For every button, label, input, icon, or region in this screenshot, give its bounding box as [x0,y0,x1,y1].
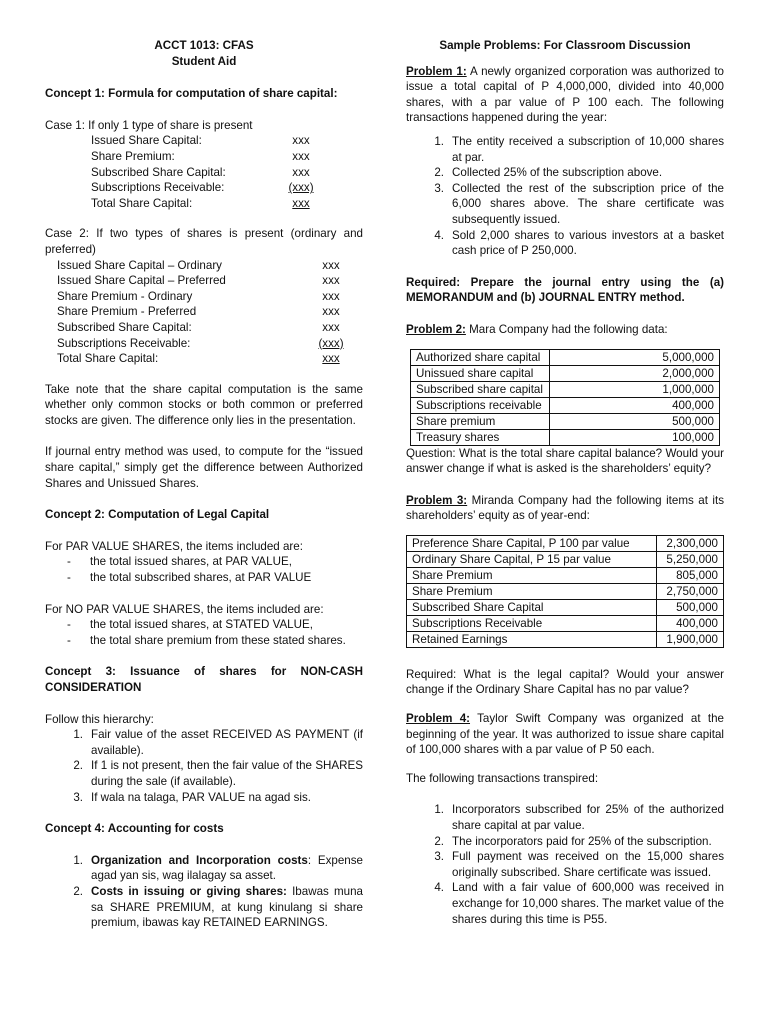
case-1-intro: Case 1: If only 1 type of share is present [45,118,253,132]
list-item: - the total issued shares, at PAR VALUE, [67,555,292,569]
case-2-row: Issued Share Capital – Preferred xxx [57,274,340,288]
no-par-value-intro: For NO PAR VALUE SHARES, the items included are: [45,602,324,616]
list-item: 3. Full payment was received on the 15,000 shares originally subscribed. Share certificate was issued. [434,850,724,879]
table-row: Subscribed Share Capital 500,000 [407,599,724,615]
case-1-list [91,133,321,211]
concept-3-heading: Concept 3: Issuance of shares for NON-CASH CONSIDERATION [45,665,363,694]
problem-3-table [406,535,724,648]
problem-2-table [410,349,720,446]
problem-2-text: Problem 2: Mara Company had the following data: [406,322,668,336]
table-row: Unissued share capital 2,000,000 [411,365,720,381]
list-item: 1. The entity received a subscription of 10,000 shares at par. [434,134,724,164]
note-journal-entry: If journal entry method was used, to compute for the “issued share capital,” simply get the difference between Authorized Shares and Unissued Shares. [45,445,363,490]
hierarchy-list [45,727,363,805]
case-2-row: Subscriptions Receivable: (xxx) [57,336,344,350]
case-1-row: Total Share Capital: xxx [91,196,310,210]
problem-4-list [406,802,724,927]
list-item: 3. If wala na talaga, PAR VALUE na agad sis. [73,790,311,804]
list-item: - the total subscribed shares, at PAR VALUE [67,571,312,585]
list-item: 1. Fair value of the asset RECEIVED AS PAYMENT (if available). [73,728,363,757]
course-subtitle: Student Aid [171,54,237,68]
case-2-row: Issued Share Capital – Ordinary xxx [57,258,340,272]
case-1-row: Share Premium: xxx [91,149,310,163]
table-row: Share premium 500,000 [411,413,720,429]
list-item: 1. Organization and Incorporation costs: Expense agad yan sis, wag ilalagay sa asset. [73,853,363,883]
right-column [406,38,724,927]
list-item: 2. If 1 is not present, then the fair value of the SHARES during the sale (if available). [73,759,363,788]
no-par-value-list [45,617,363,648]
note-presentation: Take note that the share capital computation is the same whether only common stocks or both common or preferred stocks are given. The difference only lies in the presentation. [45,382,363,427]
table-row: Subscriptions Receivable 400,000 [407,615,724,631]
table-row: Authorized share capital 5,000,000 [411,349,720,365]
table-row: Preference Share Capital, P 100 par value 2,300,000 [407,535,724,551]
list-item: - the total issued shares, at STATED VALUE, [67,618,313,632]
list-item: 4. Sold 2,000 shares to various investors at a basket cash price of P 250,000. [434,228,724,258]
table-row: Share Premium 805,000 [407,567,724,583]
table-row: Subscriptions receivable 400,000 [411,397,720,413]
case-1-row: Issued Share Capital: xxx [91,134,310,148]
table-row: Share Premium 2,750,000 [407,583,724,599]
problem-2-question: Question: What is the total share capital balance? Would your answer change if what is asked is the shareholders’ equity? [406,446,724,476]
list-item: 1. Incorporators subscribed for 25% of the authorized share capital at par value. [434,803,724,833]
concept-1-heading: Concept 1: Formula for computation of share capital: [45,87,338,101]
costs-list [45,853,363,931]
case-1-row: Subscribed Share Capital: xxx [91,165,310,179]
table-row: Treasury shares 100,000 [411,429,720,445]
case-2-list [57,258,349,367]
problems-title: Sample Problems: For Classroom Discussion [439,39,691,52]
par-value-intro: For PAR VALUE SHARES, the items included are: [45,539,303,553]
case-2-row: Share Premium - Preferred xxx [57,305,340,319]
case-2-row: Subscribed Share Capital: xxx [57,320,340,334]
list-item: 2. Costs in issuing or giving shares: Ibawas muna sa SHARE PREMIUM, at kung kinulang si share premium, ibawas kay RETAINED EARNINGS. [73,884,363,930]
problem-4-text: Problem 4: Taylor Swift Company was organized at the beginning of the year. It was authorized to issue share capital of 100,000 shares with a par value of P 50 each. [406,712,724,757]
problem-4-intro: The following transactions transpired: [406,771,599,785]
concept-2-heading: Concept 2: Computation of Legal Capital [45,508,270,522]
problem-1-text: Problem 1: A newly organized corporation was authorized to issue a total capital of P 4,000,000, divided into 40,000 shares, with a par value of P 100 each. The following transactions happened during the year: [406,64,724,125]
table-row: Ordinary Share Capital, P 15 par value 5,250,000 [407,551,724,567]
case-1-row: Subscriptions Receivable: (xxx) [91,181,314,195]
hierarchy-intro: Follow this hierarchy: [45,712,154,726]
concept-4-heading: Concept 4: Accounting for costs [45,822,224,836]
par-value-list [45,554,363,585]
list-item: 2. Collected 25% of the subscription above. [434,166,663,180]
problem-1-list [406,134,724,259]
list-item: - the total share premium from these stated shares. [67,633,346,647]
problem-3-required: Required: What is the legal capital? Would your answer change if the Ordinary Share Capital has no par value? [406,667,724,697]
problem-1-required: Required: Prepare the journal entry using the (a) MEMORANDUM and (b) JOURNAL ENTRY method. [406,275,724,305]
list-item: 4. Land with a fair value of 600,000 was received in exchange for 10,000 shares. The market value of the shares during this time is P55. [434,881,724,926]
case-2-intro: Case 2: If two types of shares is present (ordinary and preferred) [45,227,363,256]
problem-3-text: Problem 3: Miranda Company had the following items at its shareholders’ equity as of year-end: [406,493,724,523]
table-row: Retained Earnings 1,900,000 [407,631,724,647]
list-item: 3. Collected the rest of the subscription price of the 6,000 shares above. The share certificate was subsequently issued. [434,181,724,226]
case-2-row: Total Share Capital: xxx [57,352,340,366]
course-title: ACCT 1013: CFAS [154,39,254,52]
left-column [45,38,363,931]
case-2-row: Share Premium - Ordinary xxx [57,289,340,303]
table-row: Subscribed share capital 1,000,000 [411,381,720,397]
list-item: 2. The incorporators paid for 25% of the subscription. [434,834,712,848]
